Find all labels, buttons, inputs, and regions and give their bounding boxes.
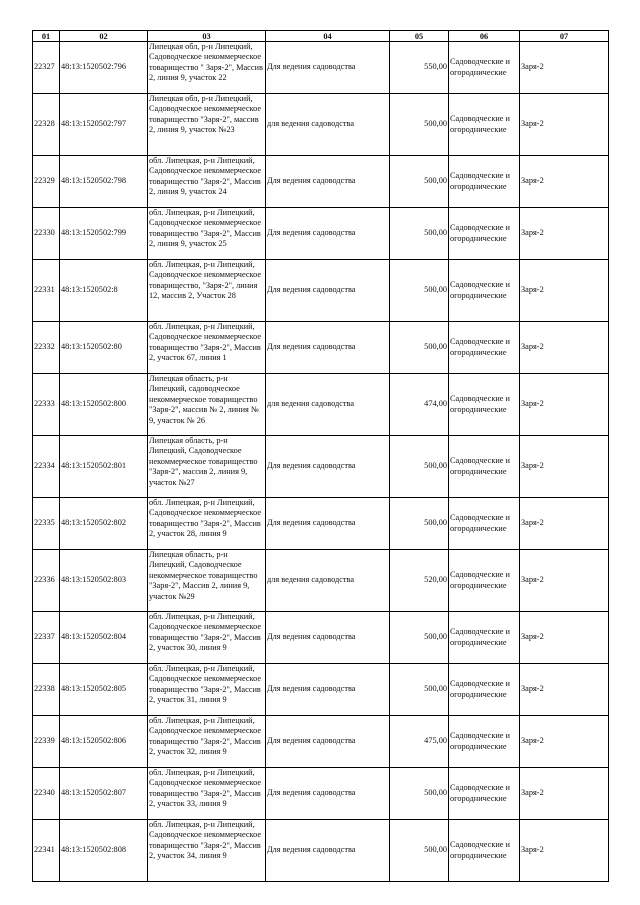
column-header: 06	[449, 31, 520, 42]
land-category: Садоводческие и огороднические	[449, 820, 520, 882]
area-value: 500,00	[390, 664, 449, 716]
permitted-use: Для ведения садоводства	[266, 820, 390, 882]
address-cell: Липецкая обл, р-н Липецкий, Садоводческое некоммерческое товарищество "Заря-2", массив 2, линия 9, участок №23	[149, 94, 262, 135]
location-name: Заря-2	[520, 260, 609, 322]
location-name: Заря-2	[520, 664, 609, 716]
land-category: Садоводческие и огороднические	[449, 156, 520, 208]
table-row	[33, 374, 609, 436]
permitted-use: Для ведения садоводства	[266, 436, 390, 498]
location-name: Заря-2	[520, 436, 609, 498]
column-header: 03	[148, 31, 266, 42]
area-value: 474,00	[390, 374, 449, 436]
cadastral-number: 48:13:1520502:805	[60, 664, 148, 716]
area-value: 475,00	[390, 716, 449, 768]
table-row	[33, 42, 609, 94]
land-category: Садоводческие и огороднические	[449, 322, 520, 374]
permitted-use: Для ведения садоводства	[266, 664, 390, 716]
row-number: 22340	[33, 768, 60, 820]
land-category: Садоводческие и огороднические	[449, 374, 520, 436]
column-header: 01	[33, 31, 60, 42]
permitted-use: Для ведения садоводства	[266, 498, 390, 550]
row-number: 22339	[33, 716, 60, 768]
table-row	[33, 260, 609, 322]
land-category: Садоводческие и огороднические	[449, 664, 520, 716]
cadastral-number: 48:13:1520502:803	[60, 550, 148, 612]
table-row	[33, 820, 609, 882]
land-category: Садоводческие и огороднические	[449, 260, 520, 322]
address-cell: обл. Липецкая, р-н Липецкий, Садоводческое некоммерческое товарищество "Заря-2", Массив 2, участок 31, линия 9	[149, 664, 262, 705]
header-row	[33, 31, 609, 42]
address-cell: обл. Липецкая, р-н Липецкий, Садоводческое некоммерческое товарищество "Заря-2", Массив 2, участок 67, линия 1	[149, 322, 262, 363]
land-category: Садоводческие и огороднические	[449, 42, 520, 94]
cadastral-number: 48:13:1520502:8	[60, 260, 148, 322]
land-category: Садоводческие и огороднические	[449, 498, 520, 550]
row-number: 22341	[33, 820, 60, 882]
land-category: Садоводческие и огороднические	[449, 768, 520, 820]
location-name: Заря-2	[520, 374, 609, 436]
cadastral-number: 48:13:1520502:80	[60, 322, 148, 374]
cadastral-number: 48:13:1520502:797	[60, 94, 148, 156]
land-category: Садоводческие и огороднические	[449, 550, 520, 612]
cadastral-number: 48:13:1520502:801	[60, 436, 148, 498]
location-name: Заря-2	[520, 716, 609, 768]
area-value: 500,00	[390, 260, 449, 322]
permitted-use: Для ведения садоводства	[266, 768, 390, 820]
permitted-use: для ведения садоводства	[266, 550, 390, 612]
row-number: 22336	[33, 550, 60, 612]
permitted-use: Для ведения садоводства	[266, 322, 390, 374]
address-cell: обл. Липецкая, р-н Липецкий, Садоводческое некоммерческое товарищество "Заря-2", Массив 2, участок 32, линия 9	[149, 716, 262, 757]
land-register-page	[32, 30, 609, 882]
row-number: 22328	[33, 94, 60, 156]
land-category: Садоводческие и огороднические	[449, 208, 520, 260]
row-number: 22332	[33, 322, 60, 374]
table-row	[33, 208, 609, 260]
land-register-table	[32, 30, 609, 882]
cadastral-number: 48:13:1520502:807	[60, 768, 148, 820]
table-row	[33, 768, 609, 820]
table-row	[33, 436, 609, 498]
permitted-use: Для ведения садоводства	[266, 42, 390, 94]
area-value: 500,00	[390, 498, 449, 550]
permitted-use: Для ведения садоводства	[266, 260, 390, 322]
address-cell: обл. Липецкая, р-н Липецкий, Садоводческое некоммерческое товарищество "Заря-2", Массив 2, линия 9, участок 25	[149, 208, 262, 249]
column-header: 04	[266, 31, 390, 42]
address-cell: обл. Липецкая, р-н Липецкий, Садоводческое некоммерческое товарищество "Заря-2", Массив 2, участок 34, линия 9	[149, 820, 262, 861]
row-number: 22335	[33, 498, 60, 550]
permitted-use: Для ведения садоводства	[266, 156, 390, 208]
column-header: 07	[520, 31, 609, 42]
row-number: 22333	[33, 374, 60, 436]
location-name: Заря-2	[520, 156, 609, 208]
table-row	[33, 716, 609, 768]
address-cell: обл. Липецкая, р-н Липецкий, Садоводческое некоммерческое товарищество "Заря-2", Массив 2, линия 9, участок 24	[149, 156, 262, 197]
address-cell: обл. Липецкая, р-н Липецкий, Садоводческое некоммерческое товарищество "Заря-2", Массив 2, участок 30, линия 9	[149, 612, 262, 653]
address-cell: Липецкая область, р-н Липецкий, садоводческое некоммерческое товарищество "Заря-2", массив № 2, линия № 9, участок № 26	[149, 374, 259, 425]
cadastral-number: 48:13:1520502:796	[60, 42, 148, 94]
row-number: 22337	[33, 612, 60, 664]
permitted-use: Для ведения садоводства	[266, 716, 390, 768]
column-header: 05	[390, 31, 449, 42]
table-row	[33, 322, 609, 374]
land-category: Садоводческие и огороднические	[449, 612, 520, 664]
table-row	[33, 156, 609, 208]
land-category: Садоводческие и огороднические	[449, 716, 520, 768]
area-value: 500,00	[390, 612, 449, 664]
area-value: 500,00	[390, 322, 449, 374]
area-value: 500,00	[390, 156, 449, 208]
permitted-use: Для ведения садоводства	[266, 208, 390, 260]
table-row	[33, 664, 609, 716]
permitted-use: для ведения садоводства	[266, 374, 390, 436]
table-row	[33, 550, 609, 612]
address-cell: Липецкая область, р-н Липецкий, Садоводческое некоммерческое товарищество "Заря-2", Массив 2, линия 9, участок №29	[149, 550, 258, 601]
location-name: Заря-2	[520, 322, 609, 374]
cadastral-number: 48:13:1520502:802	[60, 498, 148, 550]
cadastral-number: 48:13:1520502:798	[60, 156, 148, 208]
land-category: Садоводческие и огороднические	[449, 94, 520, 156]
permitted-use: для ведения садоводства	[266, 94, 390, 156]
location-name: Заря-2	[520, 94, 609, 156]
location-name: Заря-2	[520, 820, 609, 882]
table-row	[33, 94, 609, 156]
cadastral-number: 48:13:1520502:808	[60, 820, 148, 882]
area-value: 500,00	[390, 436, 449, 498]
row-number: 22331	[33, 260, 60, 322]
cadastral-number: 48:13:1520502:806	[60, 716, 148, 768]
table-row	[33, 498, 609, 550]
location-name: Заря-2	[520, 612, 609, 664]
row-number: 22327	[33, 42, 60, 94]
row-number: 22330	[33, 208, 60, 260]
cadastral-number: 48:13:1520502:799	[60, 208, 148, 260]
area-value: 500,00	[390, 208, 449, 260]
location-name: Заря-2	[520, 208, 609, 260]
location-name: Заря-2	[520, 42, 609, 94]
address-cell: обл. Липецкая, р-н Липецкий, Садоводческое некоммерческое товарищество "Заря-2", Массив 2, участок 28, линия 9	[149, 498, 262, 539]
area-value: 520,00	[390, 550, 449, 612]
location-name: Заря-2	[520, 550, 609, 612]
area-value: 500,00	[390, 768, 449, 820]
row-number: 22338	[33, 664, 60, 716]
location-name: Заря-2	[520, 768, 609, 820]
table-row	[33, 612, 609, 664]
column-header: 02	[60, 31, 148, 42]
row-number: 22334	[33, 436, 60, 498]
address-cell: обл. Липецкая, р-н Липецкий, Садоводческое некоммерческое товарищество "Заря-2", Массив 2, участок 33, линия 9	[149, 768, 262, 809]
area-value: 500,00	[390, 820, 449, 882]
permitted-use: Для ведения садоводства	[266, 612, 390, 664]
cadastral-number: 48:13:1520502:804	[60, 612, 148, 664]
row-number: 22329	[33, 156, 60, 208]
cadastral-number: 48:13:1520502:800	[60, 374, 148, 436]
address-cell: Липецкая обл, р-н Липецкий, Садоводческое некоммерческое товарищество " Заря-2", Массив 2, линия 9, участок 22	[149, 42, 263, 83]
land-category: Садоводческие и огороднические	[449, 436, 520, 498]
address-cell: обл. Липецкая, р-н Липецкий, Садоводческое некоммерческое товарищество, "Заря-2", линия 12, массив 2, Участок 28	[149, 260, 262, 301]
area-value: 500,00	[390, 94, 449, 156]
address-cell: Липецкая область, р-н Липецкий, Садоводческое некоммерческое товарищество "Заря-2", массив 2, линия 9, участок №27	[149, 436, 258, 487]
area-value: 550,00	[390, 42, 449, 94]
location-name: Заря-2	[520, 498, 609, 550]
